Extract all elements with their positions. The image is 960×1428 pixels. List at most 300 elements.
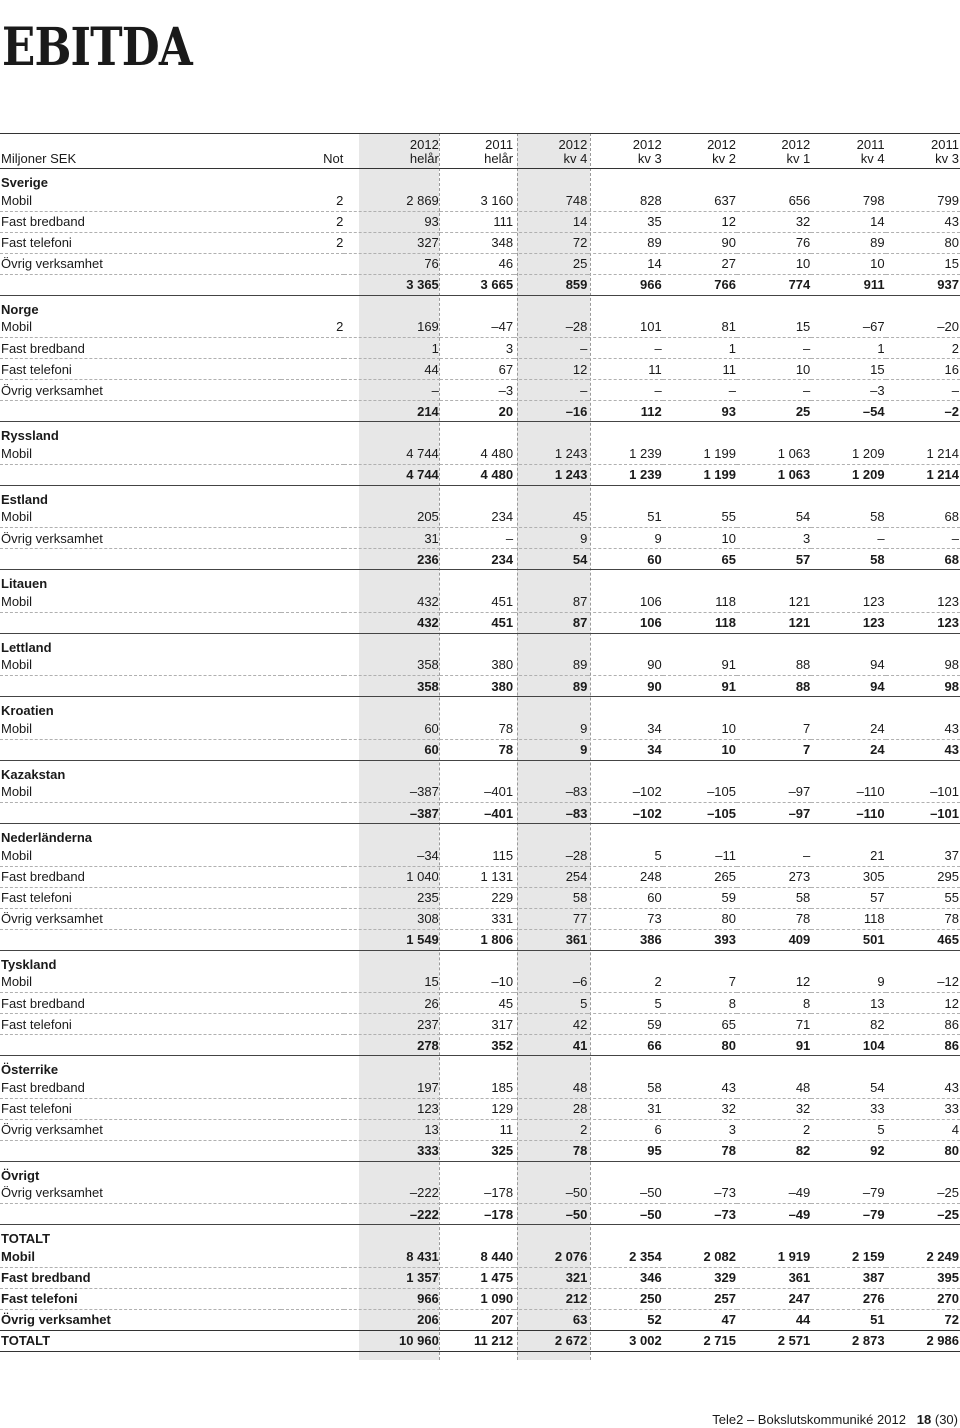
value-cell: 87 — [514, 612, 588, 633]
value-cell: 235 — [344, 887, 439, 908]
value-cell: 59 — [588, 1014, 662, 1035]
value-cell: 15 — [737, 317, 811, 338]
value-cell: 169 — [344, 317, 439, 338]
value-cell: 9 — [588, 528, 662, 549]
value-cell: 333 — [344, 1140, 439, 1161]
value-cell: –102 — [588, 803, 662, 824]
note-cell — [281, 845, 344, 866]
value-cell: –6 — [514, 972, 588, 993]
value-cell: –110 — [811, 782, 885, 803]
value-cell: –47 — [440, 317, 514, 338]
value-cell: –54 — [811, 401, 885, 422]
value-cell: 270 — [886, 1288, 960, 1309]
table-row — [0, 338, 960, 359]
note-cell — [281, 380, 344, 401]
value-cell: 395 — [886, 1267, 960, 1288]
row-label: Mobil — [0, 718, 281, 739]
section-title: Ryssland — [1, 428, 59, 443]
row-label: Fast telefoni — [0, 232, 281, 253]
value-cell: 393 — [663, 929, 737, 950]
value-cell: 966 — [588, 274, 662, 295]
value-cell: 25 — [514, 253, 588, 274]
value-cell: 346 — [588, 1267, 662, 1288]
note-cell — [281, 655, 344, 676]
value-cell: 16 — [886, 359, 960, 380]
value-cell: 24 — [811, 739, 885, 760]
value-cell: 451 — [440, 591, 514, 612]
value-cell: 207 — [440, 1309, 514, 1330]
column-header-period: 2012 kv 4 — [558, 137, 588, 166]
value-cell: 6 — [588, 1119, 662, 1140]
section-header-row — [0, 1161, 960, 1183]
value-cell: 278 — [344, 1035, 439, 1056]
value-cell: 212 — [514, 1288, 588, 1309]
value-cell: 32 — [737, 1098, 811, 1119]
row-label: Mobil — [0, 972, 281, 993]
value-cell: 76 — [737, 232, 811, 253]
value-cell: 82 — [737, 1140, 811, 1161]
value-cell: 1 919 — [737, 1246, 811, 1267]
value-cell: 44 — [737, 1309, 811, 1330]
value-cell: 31 — [588, 1098, 662, 1119]
value-cell: 57 — [737, 549, 811, 570]
section-title: Litauen — [1, 576, 48, 591]
value-cell: 93 — [663, 401, 737, 422]
row-label: Mobil — [0, 1246, 281, 1267]
value-cell: 118 — [663, 591, 737, 612]
value-cell: 106 — [588, 591, 662, 612]
value-cell: 8 440 — [440, 1246, 514, 1267]
value-cell: 828 — [588, 190, 662, 211]
table-row — [0, 380, 960, 401]
row-label: Övrig verksamhet — [0, 1183, 281, 1204]
note-cell — [281, 528, 344, 549]
value-cell: 1 090 — [440, 1288, 514, 1309]
note-cell — [281, 908, 344, 929]
value-cell: 90 — [588, 655, 662, 676]
row-label: Mobil — [0, 443, 281, 464]
row-label: Fast telefoni — [0, 1014, 281, 1035]
value-cell: 78 — [440, 739, 514, 760]
value-cell: 966 — [344, 1288, 439, 1309]
value-cell: 9 — [514, 718, 588, 739]
row-label: Mobil — [0, 655, 281, 676]
section-header-row — [0, 950, 960, 972]
footer-page-number: 18 — [916, 1412, 932, 1427]
value-cell: 92 — [811, 1140, 885, 1161]
subtotal-row — [0, 739, 960, 760]
value-cell: – — [886, 528, 960, 549]
value-cell: 104 — [811, 1035, 885, 1056]
value-cell: 60 — [344, 739, 439, 760]
value-cell: – — [440, 528, 514, 549]
value-cell: 276 — [811, 1288, 885, 1309]
subtotal-row — [0, 612, 960, 633]
value-cell: –50 — [514, 1204, 588, 1225]
value-cell: 3 — [737, 528, 811, 549]
value-cell: 123 — [811, 612, 885, 633]
table-row — [0, 866, 960, 887]
value-cell: –401 — [440, 782, 514, 803]
value-cell: 15 — [344, 972, 439, 993]
value-cell: – — [737, 380, 811, 401]
value-cell: 9 — [514, 739, 588, 760]
value-cell: –101 — [886, 782, 960, 803]
value-cell: 4 744 — [344, 464, 439, 485]
section-title: Lettland — [1, 639, 52, 655]
value-cell: 10 — [737, 359, 811, 380]
value-cell: 42 — [514, 1014, 588, 1035]
value-cell: 1 — [663, 338, 737, 359]
value-cell: – — [737, 845, 811, 866]
value-cell: 2 249 — [886, 1246, 960, 1267]
value-cell: 451 — [440, 612, 514, 633]
value-cell: 1 243 — [514, 464, 588, 485]
section-title: Nederländerna — [1, 830, 93, 845]
value-cell: 254 — [514, 866, 588, 887]
value-cell: 78 — [886, 908, 960, 929]
row-label: Fast bredband — [0, 338, 281, 359]
value-cell: 51 — [588, 507, 662, 528]
value-cell: 7 — [737, 739, 811, 760]
value-cell: 859 — [514, 274, 588, 295]
note-cell — [281, 782, 344, 803]
value-cell: 317 — [440, 1014, 514, 1035]
value-cell: 3 002 — [588, 1330, 662, 1351]
value-cell: 121 — [737, 591, 811, 612]
value-cell: 82 — [811, 1014, 885, 1035]
value-cell: 1 063 — [737, 464, 811, 485]
value-cell: 1 199 — [663, 443, 737, 464]
value-cell: 358 — [344, 655, 439, 676]
value-cell: 80 — [886, 1140, 960, 1161]
section-title: Tyskland — [1, 956, 57, 972]
value-cell: 197 — [344, 1077, 439, 1098]
value-cell: 247 — [737, 1288, 811, 1309]
value-cell: 2 873 — [811, 1330, 885, 1351]
value-cell: 13 — [344, 1119, 439, 1140]
value-cell: 86 — [886, 1014, 960, 1035]
row-label: Fast telefoni — [0, 1098, 281, 1119]
note-cell — [281, 507, 344, 528]
table-row — [0, 908, 960, 929]
value-cell: 27 — [663, 253, 737, 274]
value-cell: 14 — [588, 253, 662, 274]
value-cell: 87 — [514, 591, 588, 612]
section-title: TOTALT — [1, 1231, 51, 1246]
note-cell — [281, 887, 344, 908]
value-cell: 265 — [663, 866, 737, 887]
subtotal-row — [0, 401, 960, 422]
value-cell: 2 — [737, 1119, 811, 1140]
value-cell: –110 — [811, 803, 885, 824]
value-cell: –387 — [344, 782, 439, 803]
note-cell: 2 — [281, 317, 344, 338]
value-cell: 12 — [737, 972, 811, 993]
value-cell: –83 — [514, 782, 588, 803]
value-cell: 78 — [440, 718, 514, 739]
row-label: Övrig verksamhet — [0, 253, 281, 274]
table-row — [0, 591, 960, 612]
value-cell: 501 — [811, 929, 885, 950]
value-cell: 380 — [440, 676, 514, 697]
value-cell: 361 — [514, 929, 588, 950]
column-header-period: 2012 kv 3 — [632, 137, 662, 166]
value-cell: 43 — [886, 718, 960, 739]
value-cell: 45 — [514, 507, 588, 528]
value-cell: 93 — [344, 211, 439, 232]
value-cell: 257 — [663, 1288, 737, 1309]
value-cell: 43 — [886, 739, 960, 760]
note-cell — [281, 591, 344, 612]
value-cell: –20 — [886, 317, 960, 338]
value-cell: 10 — [663, 718, 737, 739]
total-row — [0, 1288, 960, 1309]
value-cell: 52 — [588, 1309, 662, 1330]
table-header-row — [0, 134, 960, 169]
value-cell: 106 — [588, 612, 662, 633]
value-cell: 3 — [440, 338, 514, 359]
value-cell: 58 — [514, 887, 588, 908]
value-cell: 4 744 — [344, 443, 439, 464]
value-cell: 205 — [344, 507, 439, 528]
grand-total-row — [0, 1330, 960, 1351]
value-cell: –34 — [344, 845, 439, 866]
subtotal-row — [0, 929, 960, 950]
value-cell: 60 — [588, 549, 662, 570]
value-cell: 51 — [811, 1309, 885, 1330]
section-title: Övrigt — [1, 1167, 40, 1183]
value-cell: 118 — [811, 908, 885, 929]
value-cell: 112 — [588, 401, 662, 422]
value-cell: –79 — [811, 1183, 885, 1204]
value-cell: 58 — [811, 507, 885, 528]
value-cell: 123 — [811, 591, 885, 612]
row-label: Fast bredband — [0, 1077, 281, 1098]
value-cell: 1 063 — [737, 443, 811, 464]
note-cell — [281, 1119, 344, 1140]
value-cell: 2 354 — [588, 1246, 662, 1267]
value-cell: 234 — [440, 507, 514, 528]
row-label: Fast telefoni — [0, 887, 281, 908]
table-row — [0, 1098, 960, 1119]
value-cell: 72 — [886, 1309, 960, 1330]
value-cell: 123 — [886, 612, 960, 633]
value-cell: 54 — [737, 507, 811, 528]
value-cell: 2 — [886, 338, 960, 359]
row-label: Mobil — [0, 591, 281, 612]
value-cell: 58 — [588, 1077, 662, 1098]
value-cell: 3 160 — [440, 190, 514, 211]
value-cell: 58 — [737, 887, 811, 908]
subtotal-row — [0, 1204, 960, 1225]
value-cell: 98 — [886, 655, 960, 676]
value-cell: 129 — [440, 1098, 514, 1119]
column-header-period: 2011 kv 3 — [931, 137, 959, 166]
section-title: Sverige — [1, 175, 48, 190]
value-cell: 121 — [737, 612, 811, 633]
value-cell: 12 — [514, 359, 588, 380]
section-header-row — [0, 760, 960, 782]
value-cell: 32 — [663, 1098, 737, 1119]
value-cell: –73 — [663, 1183, 737, 1204]
table-row — [0, 1014, 960, 1035]
row-label: Övrig verksamhet — [0, 1119, 281, 1140]
value-cell: 1 131 — [440, 866, 514, 887]
value-cell: 432 — [344, 591, 439, 612]
value-cell: –10 — [440, 972, 514, 993]
value-cell: 305 — [811, 866, 885, 887]
value-cell: –50 — [588, 1204, 662, 1225]
value-cell: 380 — [440, 655, 514, 676]
value-cell: 46 — [440, 253, 514, 274]
footer-text: Tele2 – Bokslutskommuniké 2012 — [712, 1412, 906, 1427]
value-cell: 78 — [514, 1140, 588, 1161]
value-cell: 11 — [440, 1119, 514, 1140]
note-cell: 2 — [281, 232, 344, 253]
value-cell: 73 — [588, 908, 662, 929]
value-cell: 321 — [514, 1267, 588, 1288]
value-cell: 5 — [811, 1119, 885, 1140]
value-cell: – — [663, 380, 737, 401]
value-cell: 348 — [440, 232, 514, 253]
value-cell: 123 — [886, 591, 960, 612]
value-cell: 656 — [737, 190, 811, 211]
value-cell: 10 — [663, 739, 737, 760]
value-cell: 80 — [663, 908, 737, 929]
value-cell: –2 — [886, 401, 960, 422]
value-cell: 1 357 — [344, 1267, 439, 1288]
value-cell: 799 — [886, 190, 960, 211]
value-cell: 58 — [811, 549, 885, 570]
table-row — [0, 211, 960, 232]
value-cell: 60 — [344, 718, 439, 739]
value-cell: –28 — [514, 845, 588, 866]
value-cell: 10 — [811, 253, 885, 274]
value-cell: 80 — [663, 1035, 737, 1056]
value-cell: 12 — [886, 993, 960, 1014]
value-cell: 80 — [886, 232, 960, 253]
value-cell: 2 — [588, 972, 662, 993]
value-cell: 358 — [344, 676, 439, 697]
value-cell: 1 549 — [344, 929, 439, 950]
value-cell: 9 — [811, 972, 885, 993]
value-cell: 91 — [663, 655, 737, 676]
value-cell: 1 199 — [663, 464, 737, 485]
value-cell: 33 — [886, 1098, 960, 1119]
value-cell: 237 — [344, 1014, 439, 1035]
value-cell: 44 — [344, 359, 439, 380]
section-header-row — [0, 1056, 960, 1078]
value-cell: 1 040 — [344, 866, 439, 887]
value-cell: 34 — [588, 739, 662, 760]
value-cell: –102 — [588, 782, 662, 803]
value-cell: 1 243 — [514, 443, 588, 464]
column-header-label: Miljoner SEK — [1, 151, 77, 166]
value-cell: 81 — [663, 317, 737, 338]
value-cell: – — [588, 338, 662, 359]
value-cell: 68 — [886, 507, 960, 528]
value-cell: 77 — [514, 908, 588, 929]
subtotal-row — [0, 1035, 960, 1056]
subtotal-row — [0, 676, 960, 697]
value-cell: 9 — [514, 528, 588, 549]
value-cell: 48 — [514, 1077, 588, 1098]
value-cell: 78 — [737, 908, 811, 929]
value-cell: 1 209 — [811, 443, 885, 464]
value-cell: 63 — [514, 1309, 588, 1330]
ebitda-table — [0, 133, 960, 1352]
value-cell: –28 — [514, 317, 588, 338]
value-cell: 55 — [886, 887, 960, 908]
value-cell: 2 986 — [886, 1330, 960, 1351]
value-cell: 88 — [737, 655, 811, 676]
value-cell: –178 — [440, 1204, 514, 1225]
section-header-row — [0, 697, 960, 719]
value-cell: 329 — [663, 1267, 737, 1288]
value-cell: 43 — [886, 1077, 960, 1098]
section-header-row — [0, 570, 960, 592]
value-cell: –401 — [440, 803, 514, 824]
value-cell: 89 — [588, 232, 662, 253]
value-cell: 90 — [663, 232, 737, 253]
note-cell — [281, 972, 344, 993]
value-cell: 94 — [811, 676, 885, 697]
value-cell: 234 — [440, 549, 514, 570]
value-cell: 8 — [737, 993, 811, 1014]
value-cell: 10 960 — [344, 1330, 439, 1351]
value-cell: 2 076 — [514, 1246, 588, 1267]
subtotal-row — [0, 803, 960, 824]
section-header-row — [0, 422, 960, 444]
note-cell — [281, 338, 344, 359]
value-cell: 89 — [514, 676, 588, 697]
value-cell: – — [886, 380, 960, 401]
value-cell: –50 — [588, 1183, 662, 1204]
value-cell: – — [811, 528, 885, 549]
note-cell — [281, 253, 344, 274]
value-cell: 361 — [737, 1267, 811, 1288]
value-cell: 774 — [737, 274, 811, 295]
value-cell: 7 — [737, 718, 811, 739]
value-cell: 327 — [344, 232, 439, 253]
value-cell: 60 — [588, 887, 662, 908]
value-cell: 273 — [737, 866, 811, 887]
page-footer — [712, 1412, 958, 1427]
value-cell: 911 — [811, 274, 885, 295]
row-label: TOTALT — [0, 1330, 281, 1351]
column-header-period: 2012 kv 2 — [707, 137, 736, 166]
value-cell: – — [588, 380, 662, 401]
subtotal-row — [0, 1140, 960, 1161]
value-cell: 250 — [588, 1288, 662, 1309]
row-label: Fast bredband — [0, 993, 281, 1014]
table-row — [0, 1183, 960, 1204]
value-cell: 89 — [514, 655, 588, 676]
value-cell: –50 — [514, 1183, 588, 1204]
subtotal-row — [0, 549, 960, 570]
value-cell: 3 665 — [440, 274, 514, 295]
row-label: Fast telefoni — [0, 359, 281, 380]
value-cell: 33 — [811, 1098, 885, 1119]
table-row — [0, 655, 960, 676]
value-cell: 206 — [344, 1309, 439, 1330]
value-cell: 2 159 — [811, 1246, 885, 1267]
table-row — [0, 887, 960, 908]
note-cell — [281, 866, 344, 887]
value-cell: 798 — [811, 190, 885, 211]
value-cell: 95 — [588, 1140, 662, 1161]
